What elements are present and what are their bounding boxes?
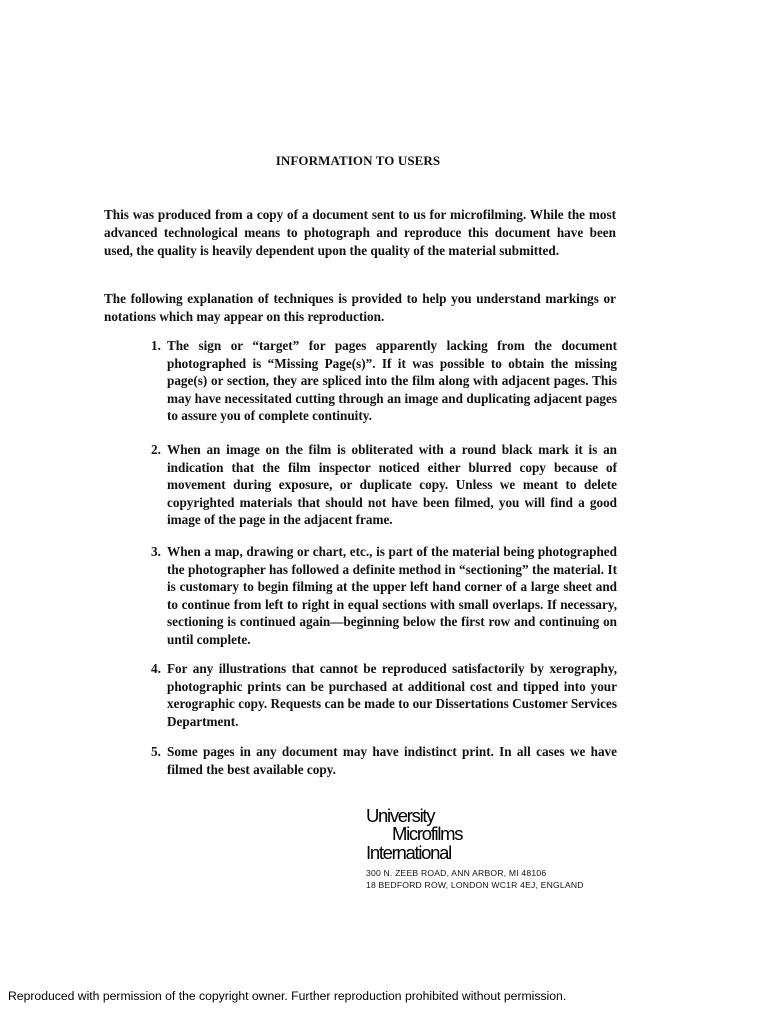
list-item-text: The sign or “target” for pages apparently lacking from the document photographed is “Missing Page(s)”. If it was possible to obtain the missing page(s) or section, they are spliced into the film along with adjacent pages. This may have necessitated cutting through an image and duplicating adjacent pages to assure you of complete continuity. [167,338,617,423]
list-item-number: 5. [151,744,161,759]
list-item-number: 1. [151,338,161,353]
logo-line-international: International [366,842,451,863]
list-item [151,660,617,730]
address-line-us: 300 N. ZEEB ROAD, ANN ARBOR, MI 48106 [366,868,547,878]
list-item-number: 2. [151,442,161,457]
list-item-text: When an image on the film is obliterated with a round black mark it is an indication that the film inspector noticed either blurred copy because of movement during exposure, or duplicate copy. Unless we meant to delete copyrighted materials that should not have been filmed, you will find a good image of the page in the adjacent frame. [167,442,617,527]
copyright-footer: Reproduced with permission of the copyright owner. Further reproduction prohibited without permission. [8,989,567,1003]
list-item-text: Some pages in any document may have indistinct print. In all cases we have filmed the best available copy. [167,744,617,777]
list-item-number: 4. [151,661,161,676]
list-item [151,543,617,648]
umi-logo [366,806,526,866]
list-item [151,441,617,529]
logo-line-microfilms: Microfilms [392,823,463,844]
list-item [151,337,617,425]
list-item-text: When a map, drawing or chart, etc., is part of the material being photographed the photographer has followed a definite method in “sectioning” the material. It is customary to begin filming at the upper left hand corner of a large sheet and to continue from left to right in equal sections with small overlaps. If necessary, sectioning is continued again—beginning below the first row and continuing on until complete. [167,544,617,647]
intro-paragraph: This was produced from a copy of a document sent to us for microfilming. While the most advanced technological means to photograph and reproduce this document have been used, the quality is heavily dependent upon the quality of the material submitted. [104,207,616,258]
address-line-uk: 18 BEDFORD ROW, LONDON WC1R 4EJ, ENGLAND [366,880,584,890]
list-item-number: 3. [151,544,161,559]
list-item-text: For any illustrations that cannot be reproduced satisfactorily by xerography, photographic prints can be purchased at additional cost and tipped into your xerographic copy. Requests can be made to our Dissertations Customer Services Department. [167,661,617,729]
explanation-paragraph: The following explanation of techniques is provided to help you understand markings or notations which may appear on this reproduction. [104,291,616,324]
logo-line-university: University [366,805,435,826]
page-title: INFORMATION TO USERS [275,153,441,168]
list-item [151,743,617,778]
